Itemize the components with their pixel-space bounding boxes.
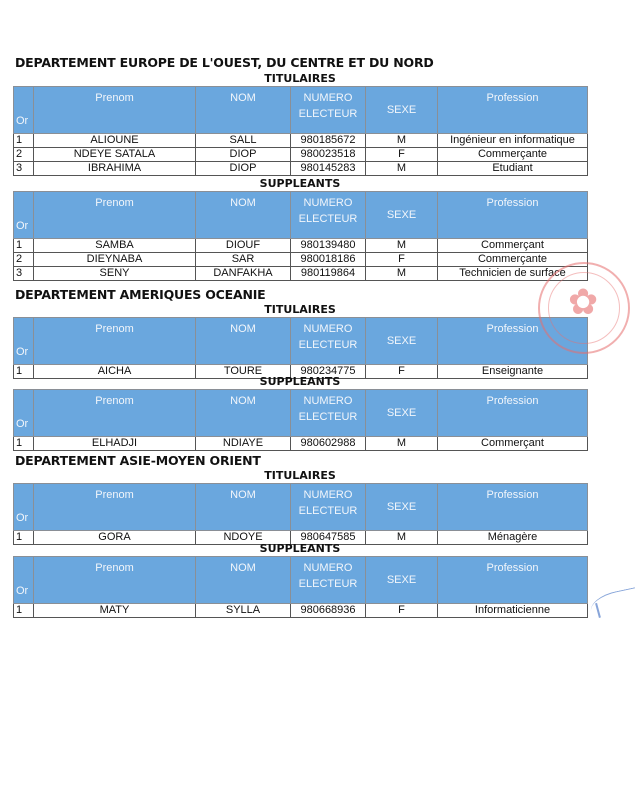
baobab-emblem-icon: ✿ [568, 281, 599, 322]
section-title-titulaires: TITULAIRES [264, 72, 336, 85]
table-row [14, 162, 588, 176]
cell-nom: NDIAYE [196, 437, 291, 451]
col-header-sexe: SEXE [366, 484, 438, 531]
col-header-profession: Profession [438, 318, 588, 365]
cell-numero: 980119864 [291, 267, 366, 281]
cell-profession: Ingénieur en informatique [438, 134, 588, 148]
col-header-nom: NOM [196, 390, 291, 437]
col-header-numero-line1: NUMERO [303, 489, 353, 501]
cell-profession: Commerçante [438, 253, 588, 267]
cell-nom: DANFAKHA [196, 267, 291, 281]
cell-nom: TOURE [196, 365, 291, 379]
col-header-prenom: Prenom [34, 192, 196, 239]
cell-sexe: M [366, 267, 438, 281]
table-header-row [14, 390, 588, 437]
col-header-numero [291, 87, 366, 134]
col-header-numero [291, 192, 366, 239]
cell-nom: DIOUF [196, 239, 291, 253]
cell-profession: Technicien de surface [438, 267, 588, 281]
table-row [14, 134, 588, 148]
cell-or: 1 [14, 365, 34, 379]
cell-prenom: SENY [34, 267, 196, 281]
cell-numero: 980145283 [291, 162, 366, 176]
cell-numero: 980185672 [291, 134, 366, 148]
col-header-numero-line1: NUMERO [303, 562, 353, 574]
table-header-row [14, 87, 588, 134]
cell-nom: DIOP [196, 162, 291, 176]
cell-or: 3 [14, 162, 34, 176]
cell-profession: Etudiant [438, 162, 588, 176]
col-header-sexe: SEXE [366, 318, 438, 365]
cell-profession: Commerçant [438, 437, 588, 451]
table-header-row [14, 192, 588, 239]
cell-numero: 980647585 [291, 531, 366, 545]
col-header-numero-line2: ELECTEUR [298, 108, 358, 120]
col-header-nom: NOM [196, 484, 291, 531]
cell-nom: DIOP [196, 148, 291, 162]
official-stamp [538, 262, 630, 354]
cell-sexe: M [366, 134, 438, 148]
table-header-row [14, 484, 588, 531]
cell-sexe: M [366, 531, 438, 545]
cell-prenom: NDEYE SATALA [34, 148, 196, 162]
table-row [14, 148, 588, 162]
col-header-profession: Profession [438, 87, 588, 134]
col-header-prenom: Prenom [34, 484, 196, 531]
cell-prenom: ALIOUNE [34, 134, 196, 148]
col-header-sexe: SEXE [366, 390, 438, 437]
cell-numero: 980023518 [291, 148, 366, 162]
section-title-titulaires: TITULAIRES [264, 303, 336, 316]
section-title-suppleants: SUPPLEANTS [259, 177, 341, 190]
cell-sexe: M [366, 437, 438, 451]
col-header-or: Or [14, 484, 34, 531]
section-title-titulaires: TITULAIRES [264, 469, 336, 482]
department-title: DEPARTEMENT AMERIQUES OCEANIE [15, 287, 266, 302]
department-title: DEPARTEMENT EUROPE DE L'OUEST, DU CENTRE ET DU NORD [15, 55, 434, 70]
col-header-nom: NOM [196, 557, 291, 604]
col-header-nom: NOM [196, 192, 291, 239]
col-header-sexe: SEXE [366, 557, 438, 604]
cell-nom: SYLLA [196, 604, 291, 618]
cell-numero: 980668936 [291, 604, 366, 618]
col-header-sexe: SEXE [366, 87, 438, 134]
col-header-or: Or [14, 318, 34, 365]
cell-sexe: F [366, 604, 438, 618]
col-header-or: Or [14, 87, 34, 134]
cell-or: 1 [14, 604, 34, 618]
titulaires-table [13, 86, 588, 176]
table-row [14, 239, 588, 253]
cell-prenom: IBRAHIMA [34, 162, 196, 176]
cell-numero: 980018186 [291, 253, 366, 267]
col-header-numero [291, 318, 366, 365]
cell-or: 1 [14, 437, 34, 451]
cell-sexe: M [366, 239, 438, 253]
col-header-numero-line2: ELECTEUR [298, 578, 358, 590]
cell-profession: Commerçant [438, 239, 588, 253]
cell-profession: Informaticienne [438, 604, 588, 618]
cell-or: 1 [14, 531, 34, 545]
section-title-suppleants: SUPPLEANTS [259, 375, 341, 388]
col-header-numero-line2: ELECTEUR [298, 339, 358, 351]
col-header-sexe: SEXE [366, 192, 438, 239]
col-header-or: Or [14, 557, 34, 604]
cell-profession: Commerçante [438, 148, 588, 162]
cell-sexe: M [366, 162, 438, 176]
col-header-nom: NOM [196, 318, 291, 365]
cell-prenom: SAMBA [34, 239, 196, 253]
cell-nom: SALL [196, 134, 291, 148]
col-header-numero-line1: NUMERO [303, 92, 353, 104]
table-header-row [14, 318, 588, 365]
col-header-profession: Profession [438, 390, 588, 437]
titulaires-table [13, 483, 588, 545]
cell-prenom: GORA [34, 531, 196, 545]
suppleants-table [13, 191, 588, 281]
col-header-numero-line2: ELECTEUR [298, 505, 358, 517]
table-row [14, 253, 588, 267]
department-title: DEPARTEMENT ASIE-MOYEN ORIENT [15, 453, 261, 468]
cell-nom: NDOYE [196, 531, 291, 545]
col-header-numero [291, 390, 366, 437]
table-row [14, 437, 588, 451]
cell-numero: 980602988 [291, 437, 366, 451]
cell-sexe: F [366, 365, 438, 379]
cell-or: 2 [14, 148, 34, 162]
cell-or: 2 [14, 253, 34, 267]
table-row [14, 267, 588, 281]
cell-prenom: MATY [34, 604, 196, 618]
col-header-prenom: Prenom [34, 87, 196, 134]
cell-numero: 980234775 [291, 365, 366, 379]
col-header-profession: Profession [438, 557, 588, 604]
col-header-profession: Profession [438, 192, 588, 239]
col-header-numero-line1: NUMERO [303, 323, 353, 335]
table-header-row [14, 557, 588, 604]
cell-profession: Enseignante [438, 365, 588, 379]
col-header-numero-line2: ELECTEUR [298, 213, 358, 225]
col-header-numero-line2: ELECTEUR [298, 411, 358, 423]
col-header-or: Or [14, 192, 34, 239]
cell-or: 1 [14, 239, 34, 253]
cell-numero: 980139480 [291, 239, 366, 253]
col-header-numero [291, 557, 366, 604]
cell-prenom: AICHA [34, 365, 196, 379]
section-title-suppleants: SUPPLEANTS [259, 542, 341, 555]
suppleants-table [13, 556, 588, 618]
cell-profession: Ménagère [438, 531, 588, 545]
col-header-numero-line1: NUMERO [303, 395, 353, 407]
col-header-prenom: Prenom [34, 557, 196, 604]
suppleants-table [13, 389, 588, 451]
cell-or: 3 [14, 267, 34, 281]
cell-or: 1 [14, 134, 34, 148]
col-header-numero-line1: NUMERO [303, 197, 353, 209]
col-header-numero [291, 484, 366, 531]
col-header-profession: Profession [438, 484, 588, 531]
col-header-prenom: Prenom [34, 390, 196, 437]
table-row [14, 604, 588, 618]
cell-sexe: F [366, 148, 438, 162]
col-header-prenom: Prenom [34, 318, 196, 365]
cell-prenom: DIEYNABA [34, 253, 196, 267]
cell-prenom: ELHADJI [34, 437, 196, 451]
col-header-nom: NOM [196, 87, 291, 134]
cell-nom: SAR [196, 253, 291, 267]
col-header-or: Or [14, 390, 34, 437]
cell-sexe: F [366, 253, 438, 267]
titulaires-table [13, 317, 588, 379]
